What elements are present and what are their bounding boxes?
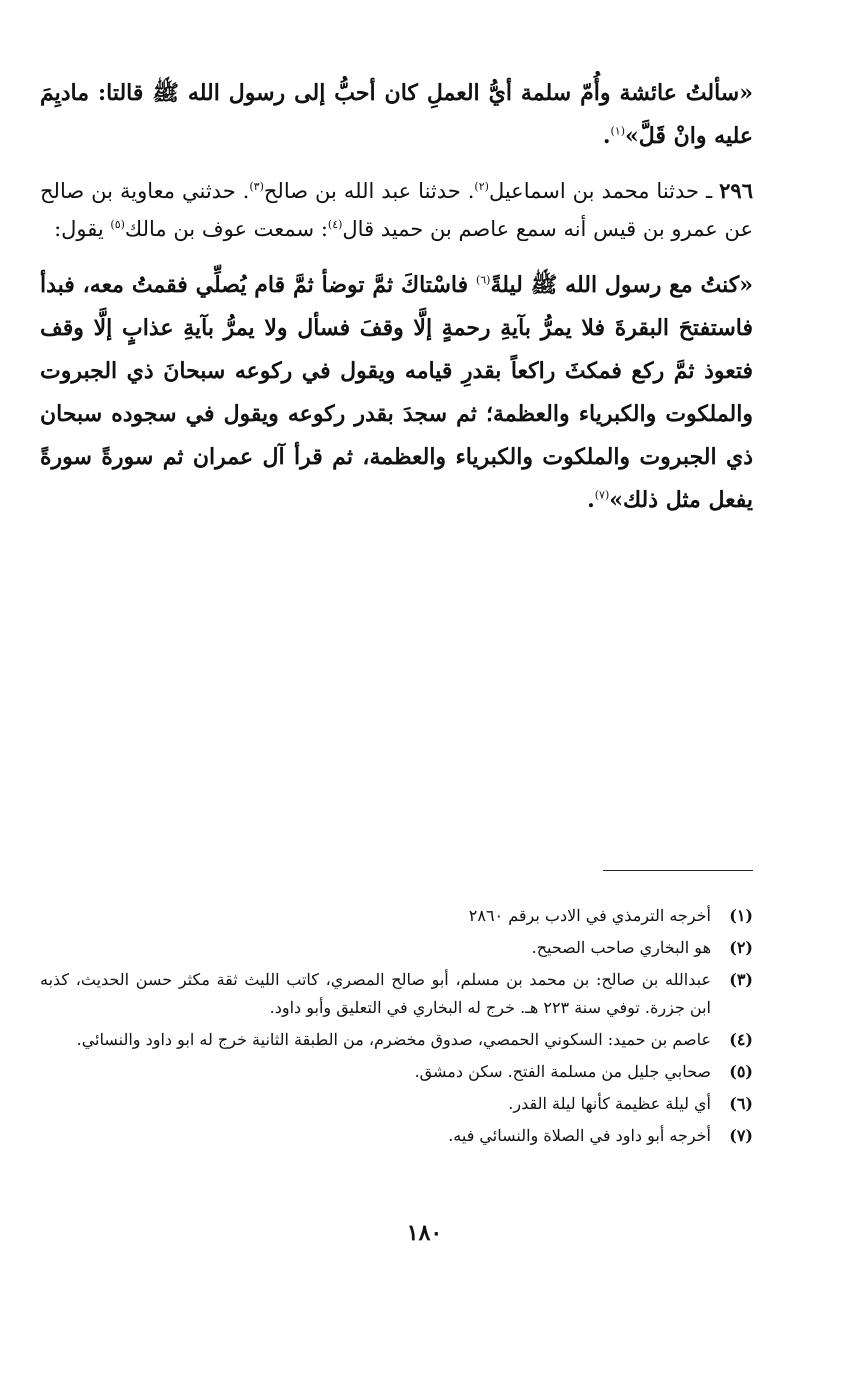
footnote-text: صحابي جليل من مسلمة الفتح. سكن دمشق.	[414, 1062, 711, 1081]
footnote-ref-6[interactable]: (٦)	[475, 273, 491, 287]
footnotes-list	[40, 902, 753, 1154]
quote-text: «كنتُ مع رسول الله ﷺ ليلةً	[490, 272, 753, 298]
footnote-ref-3[interactable]: (٣)	[249, 180, 264, 193]
footnote-item	[40, 1122, 753, 1150]
footnote-number: (٤)	[729, 1030, 753, 1049]
chain-segment: . حدثنا عبد الله بن صالح	[263, 179, 475, 203]
footnote-item	[40, 902, 753, 930]
footnote-item	[40, 934, 753, 962]
footnote-item	[40, 1058, 753, 1086]
footnote-number: (٦)	[729, 1094, 753, 1113]
footnote-ref-4[interactable]: (٤)	[327, 218, 343, 231]
quote-awf-ibn-malik	[40, 264, 753, 522]
footnote-number: (٢)	[729, 938, 753, 957]
chain-segment: : سمعت عوف بن مالك	[124, 217, 328, 241]
chain-segment: حدثنا محمد بن اسماعيل	[488, 179, 700, 203]
footnote-ref-7[interactable]: (٧)	[594, 488, 610, 502]
footnote-separator	[603, 870, 753, 871]
footnote-number: (٣)	[729, 970, 753, 989]
footnote-ref-5[interactable]: (٥)	[110, 218, 125, 231]
footnote-number: (٧)	[729, 1126, 753, 1145]
footnote-item	[40, 966, 753, 1022]
quote-text: «سألتُ عائشة وأُمّ سلمة أيُّ العملِ كان أحبُّ إلى رسول الله ﷺ قالتا: ماديِمَ عليه وانْ قَلَّ»	[40, 80, 753, 149]
quote-aisha-umm-salama	[40, 72, 753, 158]
hadith-number: ٢٩٦	[719, 178, 753, 203]
footnote-text: عبدالله بن صالح: بن محمد بن مسلم، أبو صالح المصري، كاتب الليث ثقة مكثر حسن الحديث، كذبه ابن جزرة. توفي سنة ٢٢٣ هـ. خرج له البخاري في التعليق وأبو داود.	[40, 970, 711, 1017]
footnote-item	[40, 1090, 753, 1118]
footnote-text: أي ليلة عظيمة كأنها ليلة القدر.	[508, 1094, 711, 1113]
page-body	[40, 72, 753, 1378]
footnote-item	[40, 1026, 753, 1054]
hadith-296-chain	[40, 172, 753, 248]
quote-end: .	[587, 487, 595, 513]
page-number: ١٨٠	[406, 1220, 443, 1246]
footnote-number: (٥)	[729, 1062, 753, 1081]
footnote-text: عاصم بن حميد: السكوني الحمصي، صدوق مخضرم، من الطبقة الثانية خرج له ابو داود والنسائي.	[76, 1030, 711, 1049]
quote-end: .	[602, 123, 611, 149]
chain-segment: يقول:	[54, 217, 111, 241]
chain-segment: . حدثني معاوية بن صالح عن عمرو بن قيس أنه سمع عاصم بن حميد قال	[40, 179, 753, 241]
footnote-text: هو البخاري صاحب الصحيح.	[531, 938, 711, 957]
quote-text: فاسْتاكَ ثمَّ توضأ ثمَّ قام يُصلِّي فقمتُ معه، فبدأ فاستفتحَ البقرةَ فلا يمرُّ بآيةِ رحمةٍ إلَّا وقفَ فسأل ولا يمرُّ بآيةِ عذابٍ إلَّا وقف فتعوذ ثمَّ ركع فمكثَ راكعاً بقدرِ قيامه ويقول في ركوعه سبحانَ ذي الجبروت والملكوت والكبرياء والعظمة؛ ثم سجدَ بقدر ركوعه ويقول في سجوده سبحان ذي الجبروت والملكوت والكبرياء والعظمة، ثم قرأ آل عمران ثم سورةً سورةً يفعل مثل ذلك»	[40, 272, 753, 513]
footnote-ref-1[interactable]: (١)	[610, 124, 626, 138]
footnote-number: (١)	[729, 906, 753, 925]
footnote-text: أخرجه الترمذي في الادب برقم ٢٨٦٠	[468, 906, 711, 925]
footnote-ref-2[interactable]: (٢)	[474, 180, 489, 193]
footnote-text: أخرجه أبو داود في الصلاة والنسائي فيه.	[448, 1126, 711, 1145]
hadith-dash: ـ	[699, 179, 720, 203]
